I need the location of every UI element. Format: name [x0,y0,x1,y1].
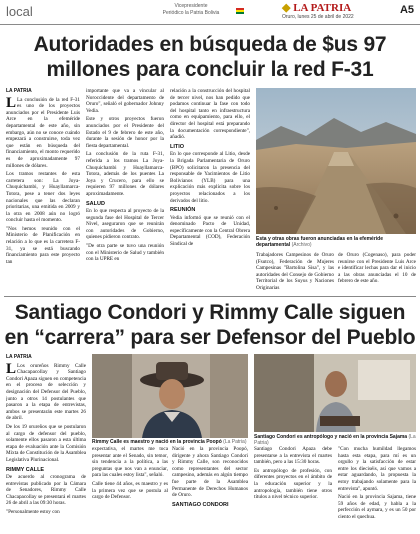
article2-col5-p1: Nació en la provincia Sajama, tiene 59 años de edad, y habla a la perfección el aymara, y es un 50 por ciento el quechua. [338,494,416,520]
portrait-man-office-image [254,354,416,432]
bolivia-flag-icon [236,8,244,14]
page-number: A5 [399,4,414,16]
article2-byline: LA PATRIA [6,354,32,360]
article1-col4-p0: Trabajadores Campesinos de Oruro (Fsutco), Federación de Mujeres Campesinas "Bartolina Sisa", y las autoridades del Consejo de Gobierno Territorial de los Suyus y Naciones Originarias [256,252,334,291]
article1-col4 [256,252,334,294]
publication-date: Oruro, lunes 25 de abril de 2022 [282,14,354,20]
article2-col4 [254,446,332,532]
article1-col5 [338,252,416,294]
article2-col5-p0: "Con mucha humildad llegamos hasta esta etapa, para mí es un orgullo y la satisfacción de estar entre los dieciséis, así que vamos a estar aguardando, la propuesta la estoy trabajando solamente para la entrevista", apuntó. [338,446,416,492]
article2-col1-p0: Los orureños Rimmy Calle Chacapacollay y Santiago Condori Apaza siguen en competencia en el proceso de selección y designación del Defensor del Pueblo, junto a otros 14 postulantes que pasaron a la etapa de entrevistas, ambos se presentarán este martes 26 de abril. [6,362,86,422]
article1-col2-after-p1: "De otra parte se tuvo una reunión con el Ministerio de Salud y también con la UPRE en [86,243,164,263]
article1-col2 [86,88,164,292]
article1-col5-p0: de Oruro (Cogenaso), para poder reunirse con el Presidente Luis Arce e identificar lechas para dar el inicio a las obras anunciadas el 10 de febrero de este año. [338,252,416,285]
article2-col1-after-p0: De acuerdo al cronograma de entrevistas publicado por la Cámara de Senadores, Rimmy Calle Chacapacollay se presentará el martes 26 de abril a las 09:30 horas. [6,474,86,507]
article1-photo-caption: Esta y otras obras fueron anunciadas en la efeméride departamental (Archivo) [256,236,383,248]
article2-subhead-santiago: SANTIAGO CONDORI [172,501,229,508]
article1-col3-after-p0: En lo que corresponde al Litio, desde la Brigada Parlamentaria de Oruro (BPO) solicitaron la presencia del responsable de Yacimientos de Litio Bolivianos (YLB) para una explicación más explícita sobre los proyectos relacionados a los derivados del litio. [170,151,250,204]
article1-subhead-litio: LITIO [170,143,185,150]
article2-col4-p1: Es antropólogo de profesión, con diferentes proyectos en el ámbito de la educación superior y la antropología, también tiene otros títulos a nivel técnico superior. [254,467,332,501]
article2-photo-santiago [254,354,416,432]
article1-headline: Autoridades en búsqueda de $us 97 millones para concluir la red F-31 [33,33,387,81]
header-mid-line2: Periódico la Patria Bolivia [162,10,220,16]
article2-photo1-caption: Rimmy Calle es maestro y nació en la provincia Poopó (La Patria) [92,439,247,445]
header-mid-line1: Vicepresidente [174,3,208,9]
article2-col3 [172,446,248,532]
article2-col2-p1: Calle tiene 44 años, es maestro y es la primera vez que se postula al cargo de Defensor. [92,480,168,501]
article1-subhead-salud: SALUD [86,200,105,207]
article2-col3-p0: Nació en la provincia Poopó, dirigente y ahora Santiago Condori y Rimmy Calle, son reconocidos como representantes del sector campesino, además en algún tiempo fue parte de la Asamblea Permanente de Derechos Humanos de Oruro. [172,446,248,499]
article2-headline: Santiago Condori y Rimmy Calle siguen en “carrera” para ser Defensor del Pueblo [4,301,416,349]
article2-col2 [92,446,168,532]
article1-subhead-reunion: REUNIÓN [170,207,196,214]
road-landscape-image [256,88,416,234]
section-label: local [6,4,33,19]
article1-col2-p2: La conclusión de la ruta F-31, referida a los tramos La Joya-Chuquichambi y Huayllamarca-Totora, además de los puentes La Joya y Crucero, para ello se requieren 97 millones de dólares aproximadamente. [86,151,164,197]
logo-mark-icon: ◆ [282,2,291,14]
article1-col1-p2: "Nos hemos reunido con el Ministerio de Planificación en relación a lo que es la carretera F-31, ya se está buscando financiamiento para este proyecto tan [6,225,80,265]
article1-photo [256,88,416,234]
section-divider [4,296,416,297]
dropcap: L [6,94,17,111]
article2-col4-p0: Santiago Condori Apaza debe presentarse a la entrevista el martes también, pero a las 15:30 horas. [254,446,332,466]
article2-subhead-rimmy: RIMMY CALLE [6,466,45,473]
article1-col1-p1: Los tramos restantes de esta carretera son: La Joya-Chuquichambi, y Huayllamarca-Totora, pese a tener dos leyes nacionales que las declaran prioritarias, una emitida en 2009 y la otra en 2008 aún no logró concluir hasta el momento. [6,171,80,224]
header-mid [150,3,232,17]
article1-col2-p1: Este y otros proyectos fueron anunciados por el Presidente del Estado el 9 de febrero de este año, durante la sesión de honor por la fiesta departamental. [86,116,164,149]
article1-byline: LA PATRIA [6,88,32,94]
article1-col3-after2-p0: Vedia informó que se reunió con el denominado Pacto de Unidad, específicamente con la Central Obrera Departamental (COD), Federación Sindical de [170,214,250,248]
article2-photo-rimmy [92,354,248,438]
newspaper-logo: ◆ LA PATRIA [282,2,352,14]
article2-photo2-caption: Santiago Condori es antropólogo y nació en la provincia Sajama (La Patria) [254,434,416,446]
article1-col3-p0: relación a la construcción del hospital de tercer nivel, nos han pedido que podamos continuar la fase con todo del hospital tanto en infraestructura como en equipamiento, para ello, el director del hospital está preparando la documentación correspondiente", añadió. [170,88,250,141]
article2-col1 [6,354,86,532]
page-header [0,0,420,25]
article2-col2-p0: expectativa, el martes me toca presentar ante el Senado, sin temor, sin tendencia a la política, a las preguntas que nos van a enunciar, para las cuales estoy lista", señaló. [92,446,168,479]
article2-col1-p1: De los 19 orureños que se postularon al cargo de defensor del pueblo, solamente ellos pasaron a esta última etapa de evaluación ante la Comisión Mixta de Constitución de la Asamblea Legislativa Plurinacional. [6,423,86,463]
article1-col1 [6,88,80,292]
portrait-man-hat-image [92,354,248,438]
article1-col2-p0: importante que va a vincular al Noroccidente del departamento de Oruro", señaló el gobernador Johnny Vedia. [86,88,164,114]
article2-col5 [338,446,416,532]
article2-col1-after-p1: "Personalmente estoy con [6,509,60,516]
dropcap: L [6,360,17,377]
article1-col2-after-p0: En lo que respecta al proyecto de la segunda fase del Hospital de Tercer Nivel, aseguraron que se reunirán con autoridades de Gobierno, quienes pidieron contrato. [86,208,164,241]
article1-col1-p0: La conclusión de la red F-31 es uno de los proyectos anunciados por el Presidente Luis Arce en la efeméride departamental de este año, sin embargo, aún no se conoce cuándo empezará a construirse, toda vez que están en búsqueda del financiamiento, el monto requerido es de aproximadamente 97 millones de dólares. [6,96,80,169]
article1-col3 [170,88,250,292]
